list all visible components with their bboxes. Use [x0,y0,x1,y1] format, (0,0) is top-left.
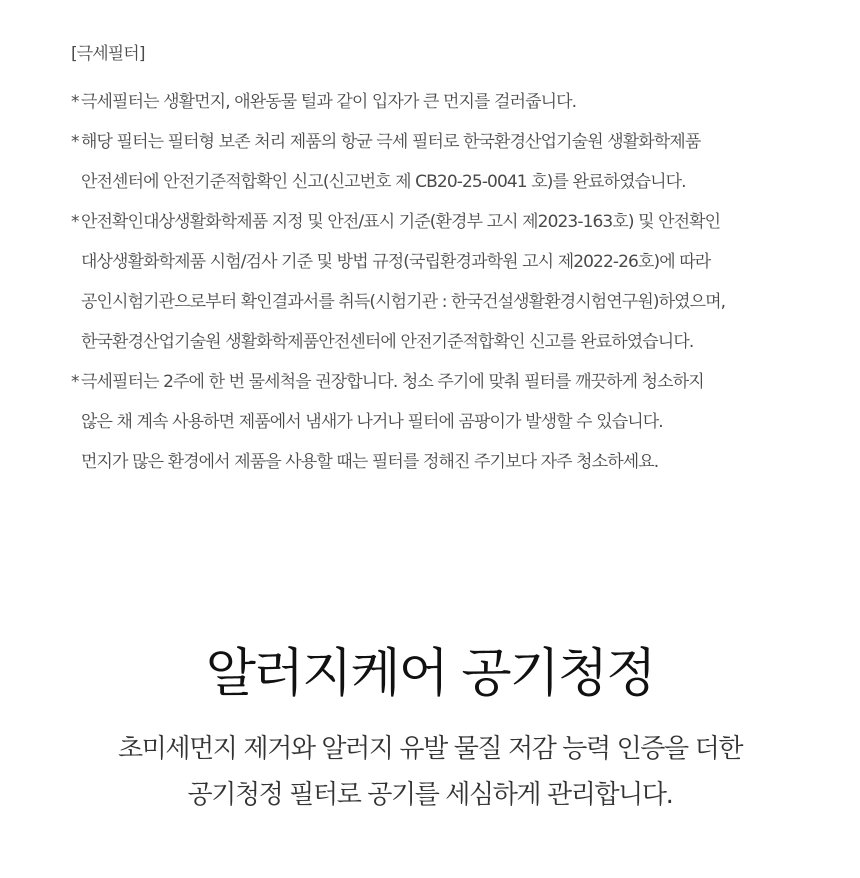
feature-section [0,636,860,818]
note-line: 대상생활화학제품 시험/검사 기준 및 방법 규정(국립환경과학원 고시 제2022-26호)에 따라 [81,252,711,272]
note-line: 공인시험기관으로부터 확인결과서를 취득(시험기관 : 한국건설생활환경시험연구원)하였으며, [81,292,726,312]
feature-description [0,726,860,818]
note-line: 안전센터에 안전기준적합확인 신고(신고번호 제 CB20-25-0041 호)를 완료하였습니다. [81,172,686,192]
note-marker: * [71,92,79,112]
note-line: 먼지가 많은 환경에서 제품을 사용할 때는 필터를 정해진 주기보다 자주 청소하세요. [81,452,659,472]
note-item [71,362,831,482]
note-item [71,202,831,362]
note-line: 않은 채 계속 사용하면 제품에서 냄새가 나거나 필터에 곰팡이가 발생할 수 있습니다. [81,412,663,432]
note-line: 안전확인대상생활화학제품 지정 및 안전/표시 기준(환경부 고시 제2023-163호) 및 안전확인 [81,212,721,232]
feature-desc-line: 초미세먼지 제거와 알러지 유발 물질 저감 능력 인증을 더한 [117,734,743,764]
note-line: 극세필터는 2주에 한 번 물세척을 권장합니다. 청소 주기에 맞춰 필터를 깨끗하게 청소하지 [81,372,704,392]
notes-heading: [극세필터] [71,44,145,64]
note-marker: * [71,132,79,152]
note-marker: * [71,212,79,232]
note-line: 해당 필터는 필터형 보존 처리 제품의 항균 극세 필터로 한국환경산업기술원 생활화학제품 [81,132,701,152]
note-line: 극세필터는 생활먼지, 애완동물 털과 같이 입자가 큰 먼지를 걸러줍니다. [81,92,577,112]
feature-desc-line: 공기청정 필터로 공기를 세심하게 관리합니다. [187,780,673,810]
note-item [71,82,831,122]
note-line: 한국환경산업기술원 생활화학제품안전센터에 안전기준적합확인 신고를 완료하였습니다. [81,332,694,352]
note-item [71,122,831,202]
feature-title: 알러지케어 공기청정 [205,644,655,704]
note-marker: * [71,372,79,392]
filter-notes [71,42,831,482]
